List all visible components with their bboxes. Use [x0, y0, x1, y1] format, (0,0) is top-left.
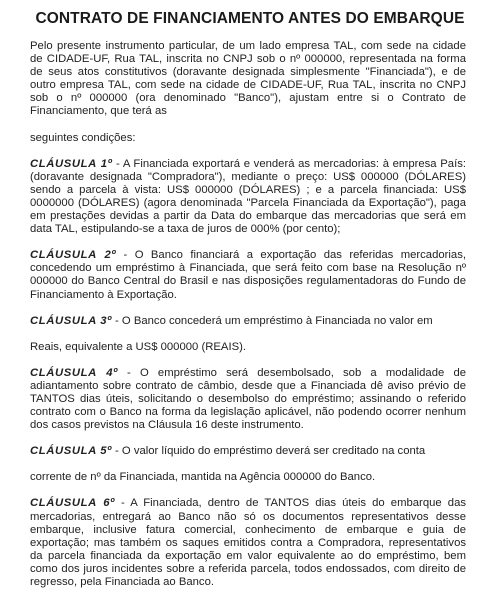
clause-heading: CLÁUSULA 2º — [30, 249, 117, 262]
clause-6 — [30, 497, 466, 589]
clause-4 — [30, 367, 466, 432]
clause-text: - A Financiada exportará e venderá as mercadorias: à empresa País: (doravante designada "Compradora"), mediante o preço: US$ 000000 (DÓLARES) sendo a parcela à vista: US$ 000000 (DÓLARES) ; e a parcela financiada: US$ 0000000 (DÓLARES) (agora denominada "Parcela Financiada da Exportação"), paga em prestações devidas a partir da Data do embarque das mercadorias que será em data TAL, estipulando-se a taxa de juros de 000% (por cento); — [30, 157, 466, 236]
clause-text: - A Financiada, dentro de TANTOS dias úteis do embarque das mercadorias, entregará ao Banco não só os documentos representativos desse embarque, inclusive fatura comercial, conhecimento de embarque e guia de exportação; mas também os saques emitidos contra a Compradora, representativos da parcela financiada da exportação em valor equivalente ao do empréstimo, bem como dos juros incidentes sobre a referida parcela, todos endossados, com direito de regresso, pela Financiada ao Banco. — [30, 497, 466, 588]
clause-heading: CLÁUSULA 3º — [30, 314, 112, 327]
clause-text: - O empréstimo será desembolsado, sob a modalidade de adiantamento sobre contrato de câmbio, desde que a Financiada dê aviso prévio de TANTOS dias úteis, solicitando o desembolso do empréstimo; assinando o referido contrato com o Banco na forma da legislação aplicável, não podendo ocorrer nenhum dos casos previstos na Cláusula 16 deste instrumento. — [30, 366, 467, 432]
paragraph-intro — [30, 40, 466, 119]
paragraph-account — [30, 471, 466, 484]
paragraph-text: Pelo presente instrumento particular, de um lado empresa TAL, com sede na cidade de CIDADE-UF, Rua TAL, inscrita no CNPJ sob o nº 000000, representada na forma de seus atos constitutivos (doravante designada simplesmente "Financiada"), e de outro empresa TAL, com sede na cidade de CIDADE-UF, Rua TAL, inscrita no CNPJ sob o nº 000000 (ora denominado "Banco"), ajustam entre si o Contrato de Financiamento, que terá as — [30, 40, 466, 118]
clause-heading: CLÁUSULA 1º — [30, 157, 113, 170]
paragraph-conditions — [30, 132, 466, 145]
clause-heading: CLÁUSULA 5º — [30, 445, 112, 458]
clause-1 — [30, 158, 466, 237]
clause-5 — [30, 445, 466, 458]
clause-text: - O valor líquido do empréstimo deverá ser creditado na conta — [111, 445, 426, 458]
clause-heading: CLÁUSULA 6º — [30, 497, 115, 510]
clause-2 — [30, 249, 466, 301]
clause-text: - O Banco concederá um empréstimo à Financiada no valor em — [111, 314, 433, 327]
clause-heading: CLÁUSULA 4º — [30, 366, 118, 379]
paragraph-reais — [30, 341, 466, 354]
document-body — [30, 40, 466, 602]
clause-3 — [30, 315, 466, 328]
document-title: CONTRATO DE FINANCIAMENTO ANTES DO EMBARQUE — [35, 10, 465, 27]
paragraph-text: seguintes condições: — [30, 131, 136, 144]
paragraph-text: corrente de nº da Financiada, mantida na Agência 000000 do Banco. — [30, 471, 376, 484]
clause-text: - O Banco financiará a exportação das referidas mercadorias, concedendo um empréstimo à Financiada, que será feito com base na Resolução nº 000000 do Banco Central do Brasil e nas disposições regulamentadoras do Fundo de Financiamento à Exportação. — [30, 249, 466, 301]
paragraph-text: Reais, equivalente a US$ 000000 (REAIS). — [30, 340, 247, 353]
